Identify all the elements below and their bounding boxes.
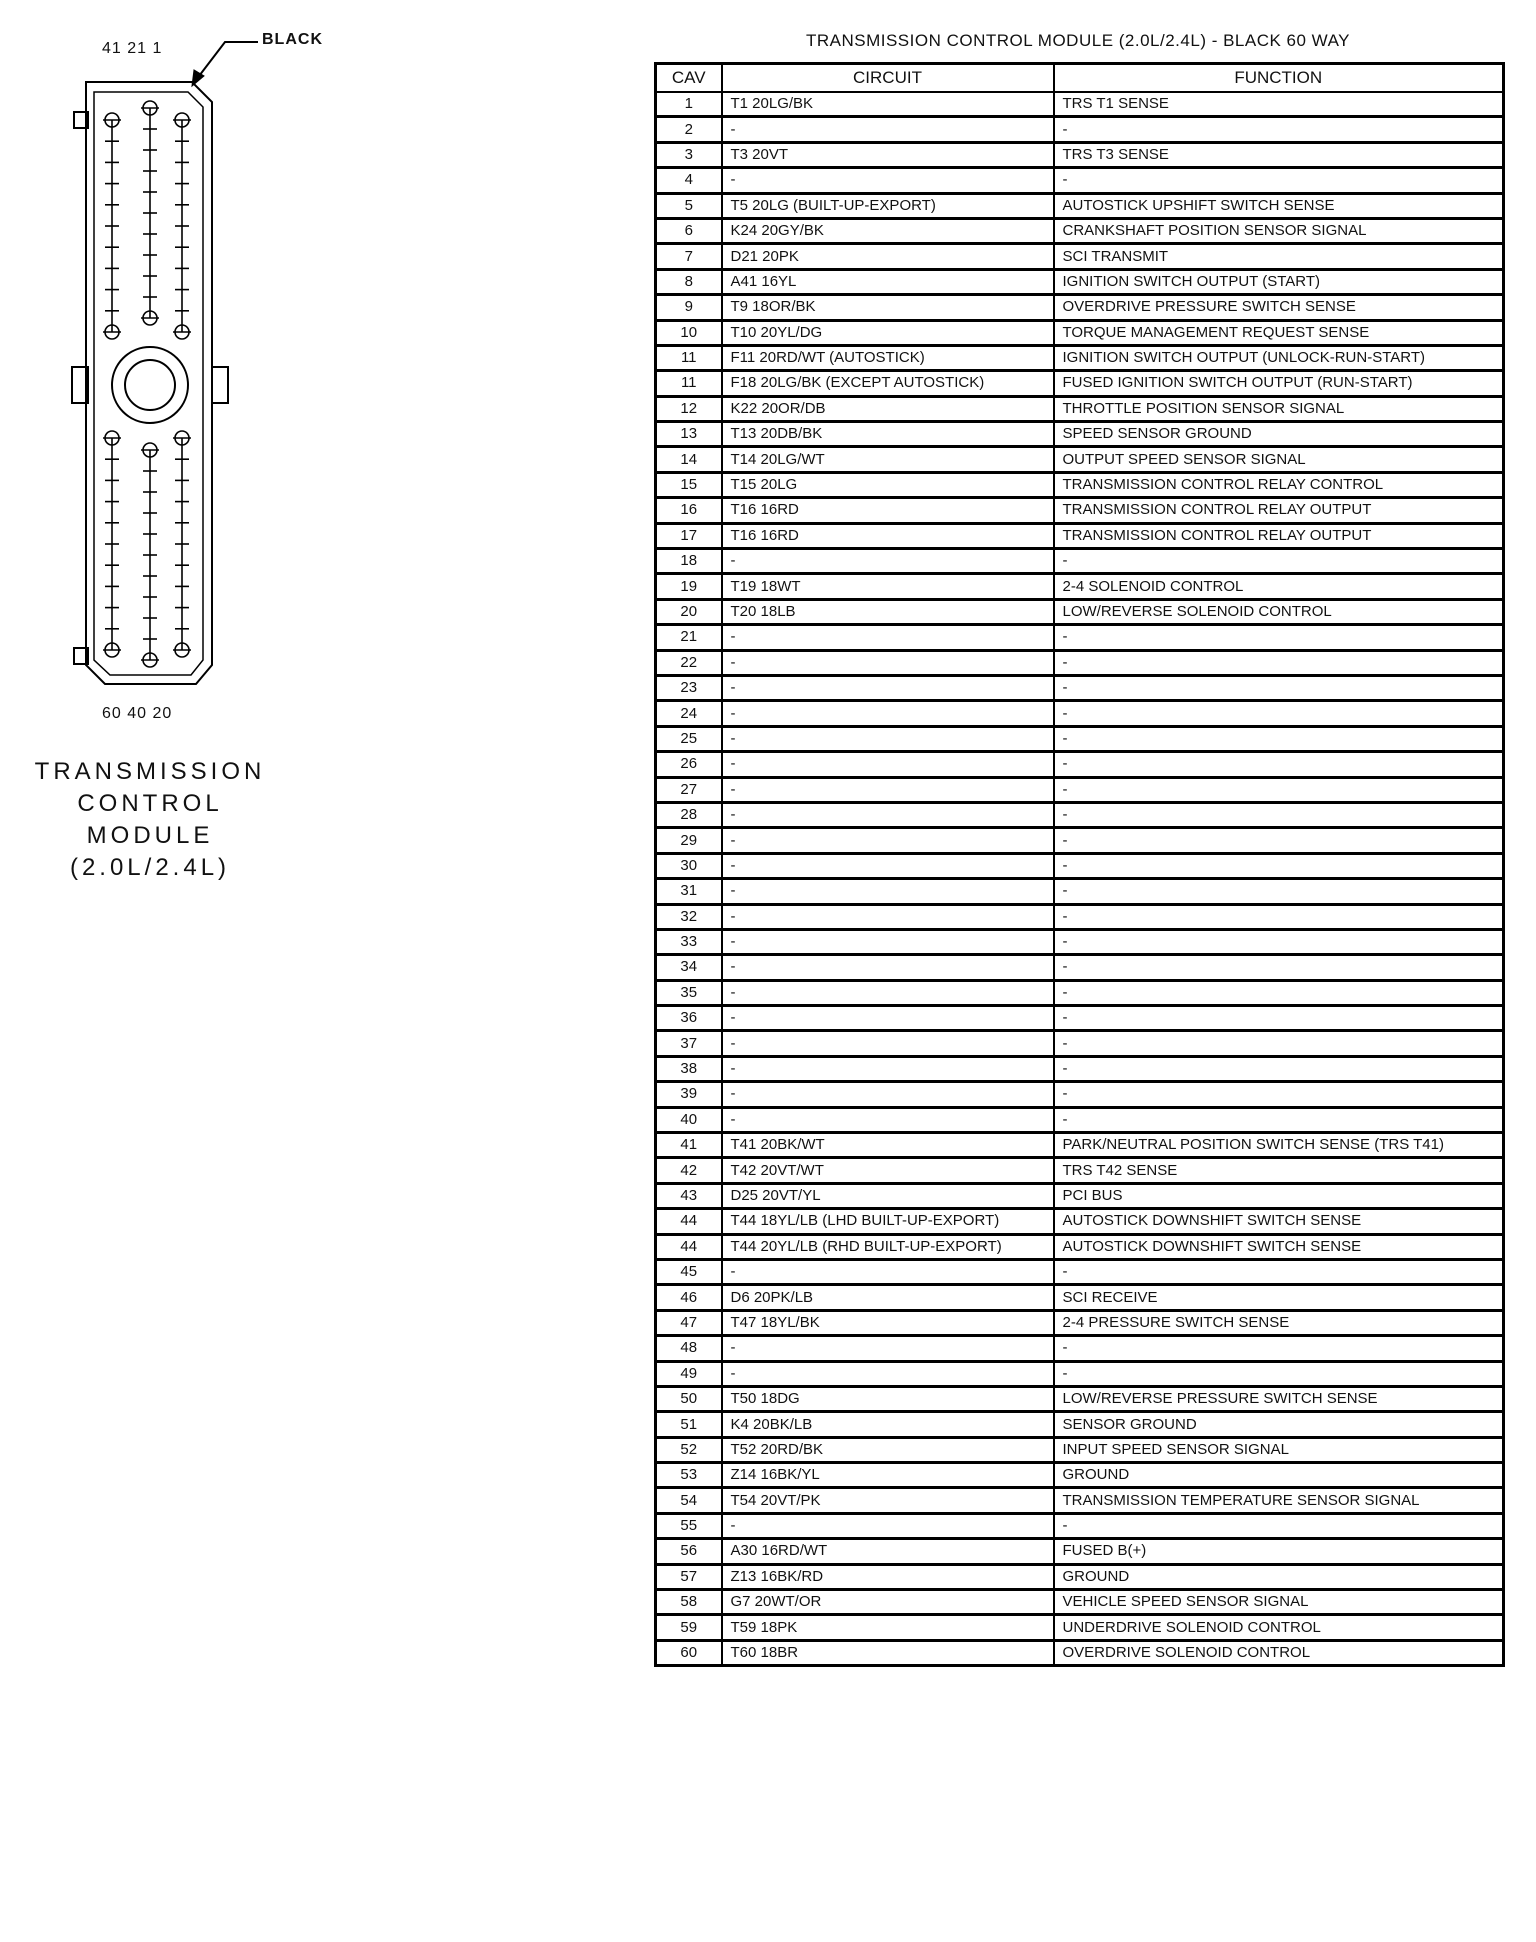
function-cell: TRANSMISSION CONTROL RELAY CONTROL [1054, 472, 1504, 497]
circuit-cell: - [722, 980, 1054, 1005]
table-row [656, 853, 1504, 878]
table-row [656, 574, 1504, 599]
table-row [656, 904, 1504, 929]
cav-cell: 26 [656, 752, 722, 777]
table-row [656, 523, 1504, 548]
circuit-cell: T60 18BR [722, 1640, 1054, 1665]
circuit-cell: - [722, 955, 1054, 980]
circuit-cell: K4 20BK/LB [722, 1412, 1054, 1437]
cav-cell: 20 [656, 599, 722, 624]
cav-cell: 33 [656, 929, 722, 954]
cav-cell: 46 [656, 1285, 722, 1310]
circuit-cell: K24 20GY/BK [722, 218, 1054, 243]
table-row [656, 752, 1504, 777]
function-cell: UNDERDRIVE SOLENOID CONTROL [1054, 1615, 1504, 1640]
circuit-cell: D6 20PK/LB [722, 1285, 1054, 1310]
table-row [656, 92, 1504, 117]
circuit-cell: F18 20LG/BK (EXCEPT AUTOSTICK) [722, 371, 1054, 396]
circuit-cell: A30 16RD/WT [722, 1539, 1054, 1564]
circuit-cell: T5 20LG (BUILT-UP-EXPORT) [722, 193, 1054, 218]
table-row [656, 269, 1504, 294]
table-row [656, 1031, 1504, 1056]
function-cell: FUSED IGNITION SWITCH OUTPUT (RUN-START) [1054, 371, 1504, 396]
table-row [656, 1158, 1504, 1183]
function-cell: PARK/NEUTRAL POSITION SWITCH SENSE (TRS T41) [1054, 1133, 1504, 1158]
circuit-cell: T16 16RD [722, 498, 1054, 523]
cav-cell: 56 [656, 1539, 722, 1564]
cav-cell: 35 [656, 980, 722, 1005]
function-cell: CRANKSHAFT POSITION SENSOR SIGNAL [1054, 218, 1504, 243]
cav-cell: 17 [656, 523, 722, 548]
cav-cell: 43 [656, 1183, 722, 1208]
table-row [656, 1107, 1504, 1132]
function-cell: - [1054, 117, 1504, 142]
function-cell: 2-4 PRESSURE SWITCH SENSE [1054, 1310, 1504, 1335]
function-cell: LOW/REVERSE SOLENOID CONTROL [1054, 599, 1504, 624]
table-row [656, 650, 1504, 675]
circuit-cell: - [722, 1107, 1054, 1132]
table-row [656, 447, 1504, 472]
function-cell: TRS T3 SENSE [1054, 142, 1504, 167]
table-row [656, 1183, 1504, 1208]
cav-cell: 11 [656, 371, 722, 396]
cav-cell: 23 [656, 675, 722, 700]
connector-tab-mid-right [212, 367, 228, 403]
function-cell: SCI TRANSMIT [1054, 244, 1504, 269]
circuit-cell: T52 20RD/BK [722, 1437, 1054, 1462]
function-cell: INPUT SPEED SENSOR SIGNAL [1054, 1437, 1504, 1462]
function-cell: - [1054, 1082, 1504, 1107]
table-row [656, 142, 1504, 167]
table-row [656, 777, 1504, 802]
table-row [656, 828, 1504, 853]
cav-cell: 30 [656, 853, 722, 878]
cav-cell: 16 [656, 498, 722, 523]
table-row [656, 396, 1504, 421]
header-circuit: CIRCUIT [722, 64, 1054, 92]
function-cell: - [1054, 1259, 1504, 1284]
function-cell: OVERDRIVE PRESSURE SWITCH SENSE [1054, 295, 1504, 320]
cav-cell: 32 [656, 904, 722, 929]
function-cell: - [1054, 1056, 1504, 1081]
center-bolt-inner [125, 360, 175, 410]
circuit-cell: - [722, 929, 1054, 954]
cav-cell: 49 [656, 1361, 722, 1386]
cav-cell: 21 [656, 625, 722, 650]
module-title-line: CONTROL [77, 790, 223, 817]
circuit-cell: - [722, 1082, 1054, 1107]
cav-cell: 2 [656, 117, 722, 142]
circuit-cell: - [722, 117, 1054, 142]
function-cell: - [1054, 929, 1504, 954]
function-cell: TRS T42 SENSE [1054, 1158, 1504, 1183]
table-row [656, 1539, 1504, 1564]
table-row [656, 1056, 1504, 1081]
module-title-line: TRANSMISSION [34, 758, 266, 785]
table-row [656, 1361, 1504, 1386]
circuit-cell: D25 20VT/YL [722, 1183, 1054, 1208]
cav-cell: 51 [656, 1412, 722, 1437]
cav-cell: 31 [656, 879, 722, 904]
table-row [656, 1209, 1504, 1234]
circuit-cell: - [722, 828, 1054, 853]
table-row [656, 1285, 1504, 1310]
circuit-cell: K22 20OR/DB [722, 396, 1054, 421]
circuit-cell: - [722, 1336, 1054, 1361]
table-header-row [656, 64, 1504, 92]
module-title [20, 756, 280, 884]
table-row [656, 168, 1504, 193]
circuit-cell: T41 20BK/WT [722, 1133, 1054, 1158]
top-pin-numbers: 41 21 1 [102, 40, 163, 57]
circuit-cell: D21 20PK [722, 244, 1054, 269]
function-cell: TRANSMISSION CONTROL RELAY OUTPUT [1054, 523, 1504, 548]
function-cell: - [1054, 650, 1504, 675]
function-cell: AUTOSTICK DOWNSHIFT SWITCH SENSE [1054, 1209, 1504, 1234]
cav-cell: 54 [656, 1488, 722, 1513]
connector-drawing [0, 0, 500, 760]
circuit-cell: - [722, 1513, 1054, 1538]
circuit-cell: T14 20LG/WT [722, 447, 1054, 472]
circuit-cell: - [722, 1259, 1054, 1284]
cav-cell: 60 [656, 1640, 722, 1665]
table-row [656, 244, 1504, 269]
circuit-cell: T42 20VT/WT [722, 1158, 1054, 1183]
cav-cell: 27 [656, 777, 722, 802]
table-row [656, 1615, 1504, 1640]
table-row [656, 345, 1504, 370]
circuit-cell: T20 18LB [722, 599, 1054, 624]
table-row [656, 422, 1504, 447]
circuit-cell: - [722, 1031, 1054, 1056]
table-row [656, 1310, 1504, 1335]
cav-cell: 36 [656, 1006, 722, 1031]
cav-cell: 55 [656, 1513, 722, 1538]
cav-cell: 8 [656, 269, 722, 294]
table-row [656, 1564, 1504, 1589]
function-cell: - [1054, 549, 1504, 574]
connector-body-inner [94, 92, 203, 675]
cav-cell: 57 [656, 1564, 722, 1589]
function-cell: - [1054, 980, 1504, 1005]
function-cell: - [1054, 802, 1504, 827]
circuit-cell: A41 16YL [722, 269, 1054, 294]
table-row [656, 726, 1504, 751]
circuit-cell: - [722, 853, 1054, 878]
table-row [656, 929, 1504, 954]
table-row [656, 802, 1504, 827]
function-cell: TRANSMISSION TEMPERATURE SENSOR SIGNAL [1054, 1488, 1504, 1513]
circuit-cell: - [722, 1361, 1054, 1386]
cav-cell: 1 [656, 92, 722, 117]
function-cell: - [1054, 675, 1504, 700]
function-cell: - [1054, 726, 1504, 751]
table-row [656, 675, 1504, 700]
table-row [656, 1488, 1504, 1513]
cav-cell: 5 [656, 193, 722, 218]
cav-cell: 44 [656, 1234, 722, 1259]
table-row [656, 879, 1504, 904]
cav-cell: 7 [656, 244, 722, 269]
circuit-cell: T3 20VT [722, 142, 1054, 167]
function-cell: - [1054, 1361, 1504, 1386]
cav-cell: 19 [656, 574, 722, 599]
table-row [656, 1437, 1504, 1462]
connector-body-outline [86, 82, 212, 684]
cav-cell: 29 [656, 828, 722, 853]
table-row [656, 193, 1504, 218]
cav-cell: 59 [656, 1615, 722, 1640]
function-cell: TRANSMISSION CONTROL RELAY OUTPUT [1054, 498, 1504, 523]
cav-cell: 13 [656, 422, 722, 447]
circuit-cell: T54 20VT/PK [722, 1488, 1054, 1513]
table-row [656, 472, 1504, 497]
circuit-cell: - [722, 1056, 1054, 1081]
table-row [656, 1133, 1504, 1158]
circuit-cell: T16 16RD [722, 523, 1054, 548]
cav-cell: 9 [656, 295, 722, 320]
cav-cell: 22 [656, 650, 722, 675]
cav-cell: 40 [656, 1107, 722, 1132]
table-body [656, 92, 1504, 1666]
cav-cell: 18 [656, 549, 722, 574]
table-row [656, 295, 1504, 320]
function-cell: PCI BUS [1054, 1183, 1504, 1208]
function-cell: OUTPUT SPEED SENSOR SIGNAL [1054, 447, 1504, 472]
circuit-cell: T50 18DG [722, 1386, 1054, 1411]
function-cell: AUTOSTICK DOWNSHIFT SWITCH SENSE [1054, 1234, 1504, 1259]
function-cell: - [1054, 904, 1504, 929]
table-row [656, 1386, 1504, 1411]
function-cell: - [1054, 1107, 1504, 1132]
function-cell: GROUND [1054, 1463, 1504, 1488]
circuit-cell: T13 20DB/BK [722, 422, 1054, 447]
circuit-cell: T10 20YL/DG [722, 320, 1054, 345]
cav-cell: 58 [656, 1590, 722, 1615]
table-row [656, 599, 1504, 624]
function-cell: - [1054, 1006, 1504, 1031]
table-row [656, 320, 1504, 345]
function-cell: - [1054, 1336, 1504, 1361]
function-cell: - [1054, 752, 1504, 777]
table-row [656, 371, 1504, 396]
cav-cell: 48 [656, 1336, 722, 1361]
circuit-cell: - [722, 1006, 1054, 1031]
bottom-pin-numbers: 60 40 20 [102, 705, 173, 722]
function-cell: - [1054, 777, 1504, 802]
cav-cell: 38 [656, 1056, 722, 1081]
cav-cell: 34 [656, 955, 722, 980]
cav-cell: 41 [656, 1133, 722, 1158]
cav-cell: 3 [656, 142, 722, 167]
module-title-line: (2.0L/2.4L) [69, 854, 231, 881]
cav-cell: 25 [656, 726, 722, 751]
cav-cell: 45 [656, 1259, 722, 1284]
circuit-cell: T44 18YL/LB (LHD BUILT-UP-EXPORT) [722, 1209, 1054, 1234]
pin-rows [103, 101, 191, 667]
circuit-cell: - [722, 675, 1054, 700]
table-row [656, 549, 1504, 574]
color-label-leader [196, 42, 258, 80]
cav-cell: 44 [656, 1209, 722, 1234]
table-row [656, 218, 1504, 243]
circuit-cell: - [722, 777, 1054, 802]
function-cell: AUTOSTICK UPSHIFT SWITCH SENSE [1054, 193, 1504, 218]
function-cell: - [1054, 955, 1504, 980]
table-row [656, 1463, 1504, 1488]
function-cell: - [1054, 853, 1504, 878]
cav-cell: 6 [656, 218, 722, 243]
circuit-cell: T44 20YL/LB (RHD BUILT-UP-EXPORT) [722, 1234, 1054, 1259]
table-row [656, 1082, 1504, 1107]
circuit-cell: - [722, 549, 1054, 574]
circuit-cell: - [722, 625, 1054, 650]
function-cell: FUSED B(+) [1054, 1539, 1504, 1564]
table-row [656, 701, 1504, 726]
circuit-cell: Z13 16BK/RD [722, 1564, 1054, 1589]
table-row [656, 117, 1504, 142]
function-cell: IGNITION SWITCH OUTPUT (UNLOCK-RUN-START) [1054, 345, 1504, 370]
cav-cell: 11 [656, 345, 722, 370]
function-cell: SENSOR GROUND [1054, 1412, 1504, 1437]
cav-cell: 47 [656, 1310, 722, 1335]
function-cell: GROUND [1054, 1564, 1504, 1589]
circuit-cell: - [722, 904, 1054, 929]
table-row [656, 980, 1504, 1005]
circuit-cell: Z14 16BK/YL [722, 1463, 1054, 1488]
cav-cell: 50 [656, 1386, 722, 1411]
table-row [656, 1640, 1504, 1665]
function-cell: - [1054, 168, 1504, 193]
function-cell: OVERDRIVE SOLENOID CONTROL [1054, 1640, 1504, 1665]
function-cell: - [1054, 828, 1504, 853]
table-row [656, 1336, 1504, 1361]
function-cell: TRS T1 SENSE [1054, 92, 1504, 117]
table-row [656, 1006, 1504, 1031]
function-cell: 2-4 SOLENOID CONTROL [1054, 574, 1504, 599]
cavity-table [654, 62, 1505, 1667]
circuit-cell: - [722, 752, 1054, 777]
table-row [656, 1259, 1504, 1284]
cav-cell: 53 [656, 1463, 722, 1488]
cav-cell: 39 [656, 1082, 722, 1107]
function-cell: THROTTLE POSITION SENSOR SIGNAL [1054, 396, 1504, 421]
circuit-cell: G7 20WT/OR [722, 1590, 1054, 1615]
circuit-cell: - [722, 701, 1054, 726]
connector-diagram [0, 0, 500, 900]
cav-cell: 52 [656, 1437, 722, 1462]
cav-cell: 28 [656, 802, 722, 827]
function-cell: - [1054, 625, 1504, 650]
circuit-cell: F11 20RD/WT (AUTOSTICK) [722, 345, 1054, 370]
circuit-cell: - [722, 168, 1054, 193]
cav-cell: 37 [656, 1031, 722, 1056]
function-cell: LOW/REVERSE PRESSURE SWITCH SENSE [1054, 1386, 1504, 1411]
circuit-cell: T47 18YL/BK [722, 1310, 1054, 1335]
table-row [656, 625, 1504, 650]
circuit-cell: - [722, 726, 1054, 751]
table-row [656, 1234, 1504, 1259]
module-title-line: MODULE [86, 822, 214, 849]
header-cav: CAV [656, 64, 722, 92]
center-bolt-outer [112, 347, 188, 423]
function-cell: - [1054, 1513, 1504, 1538]
cav-cell: 42 [656, 1158, 722, 1183]
circuit-cell: T9 18OR/BK [722, 295, 1054, 320]
cav-cell: 12 [656, 396, 722, 421]
circuit-cell: T59 18PK [722, 1615, 1054, 1640]
function-cell: - [1054, 879, 1504, 904]
function-cell: TORQUE MANAGEMENT REQUEST SENSE [1054, 320, 1504, 345]
function-cell: SPEED SENSOR GROUND [1054, 422, 1504, 447]
cav-cell: 24 [656, 701, 722, 726]
header-function: FUNCTION [1054, 64, 1504, 92]
table-row [656, 498, 1504, 523]
circuit-cell: - [722, 879, 1054, 904]
circuit-cell: - [722, 802, 1054, 827]
table-row [656, 1412, 1504, 1437]
table-row [656, 955, 1504, 980]
function-cell: IGNITION SWITCH OUTPUT (START) [1054, 269, 1504, 294]
connector-color-label: BLACK [262, 31, 323, 48]
cav-cell: 10 [656, 320, 722, 345]
circuit-cell: T1 20LG/BK [722, 92, 1054, 117]
cav-cell: 15 [656, 472, 722, 497]
circuit-cell: T19 18WT [722, 574, 1054, 599]
function-cell: - [1054, 1031, 1504, 1056]
function-cell: - [1054, 701, 1504, 726]
function-cell: SCI RECEIVE [1054, 1285, 1504, 1310]
function-cell: VEHICLE SPEED SENSOR SIGNAL [1054, 1590, 1504, 1615]
table-row [656, 1513, 1504, 1538]
table-row [656, 1590, 1504, 1615]
circuit-cell: T15 20LG [722, 472, 1054, 497]
cav-cell: 14 [656, 447, 722, 472]
circuit-cell: - [722, 650, 1054, 675]
cav-cell: 4 [656, 168, 722, 193]
table-title: TRANSMISSION CONTROL MODULE (2.0L/2.4L) - BLACK 60 WAY [805, 31, 1351, 50]
